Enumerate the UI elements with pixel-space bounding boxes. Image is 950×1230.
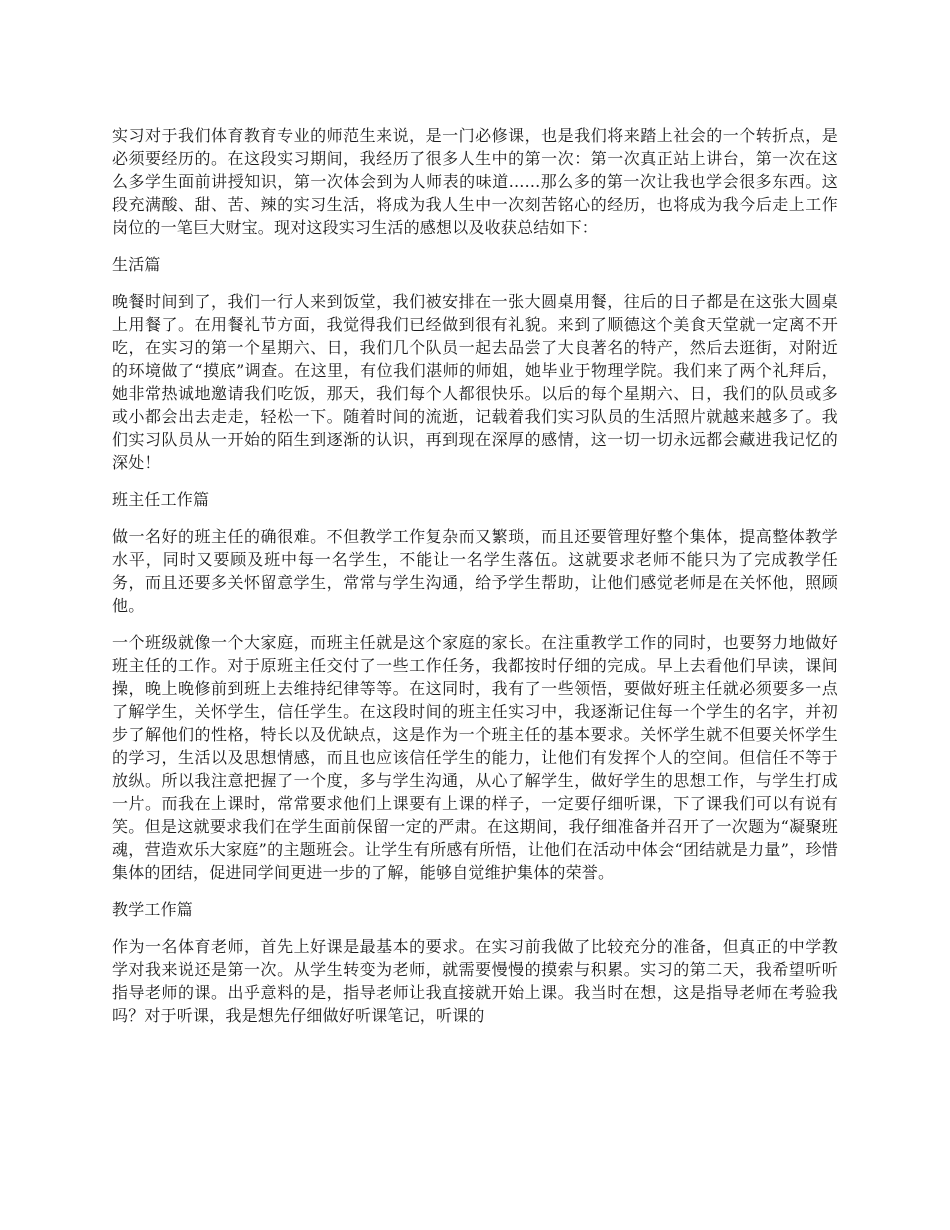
section-heading-life: 生活篇 [112,255,161,274]
head-teacher-paragraph-2: 一个班级就像一个大家庭，而班主任就是这个家庭的家长。在注重教学工作的同时，也要努力地做好班主任的工作。对于原班主任交付了一些工作任务，我都按时仔细的完成。早上去看他们早读，课间操，晚上晚修前到班上去维持纪律等等。在这同时，我有了一些领悟，要做好班主任就必须要多一点了解学生，关怀学生，信任学生。在这段时间的班主任实习中，我逐渐记住每一个学生的名字，并初步了解他们的性格，特长以及优缺点，这是作为一个班主任的基本要求。关怀学生就不但要关怀学生的学习，生活以及思想情感，而且也应该信任学生的能力，让他们有发挥个人的空间。但信任不等于放纵。所以我注意把握了一个度，多与学生沟通，从心了解学生，做好学生的思想工作，与学生打成一片。而我在上课时，常常要求他们上课要有上课的样子，一定要仔细听课，下了课我们可以有说有笑。但是这就要求我们在学生面前保留一定的严肃。在这期间，我仔细准备并召开了一次题为“凝聚班魂，营造欢乐大家庭”的主题班会。让学生有所感有所悟，让他们在活动中体会“团结就是力量”，珍惜集体的团结，促进同学间更进一步的了解，能够自觉维护集体的荣誉。 [112,633,838,882]
section-heading-teaching: 教学工作篇 [112,900,194,919]
teaching-paragraph: 作为一名体育老师，首先上好课是最基本的要求。在实习前我做了比较充分的准备，但真正的中学教学对我来说还是第一次。从学生转变为老师，就需要慢慢的摸索与积累。实习的第二天，我希望听听指导老师的课。出乎意料的是，指导老师让我直接就开始上课。我当时在想，这是指导老师在考验我吗？对于听课，我是想先仔细做好听课笔记，听课的 [112,937,838,1025]
document-body [112,124,838,1027]
life-paragraph: 晚餐时间到了，我们一行人来到饭堂，我们被安排在一张大圆桌用餐，往后的日子都是在这张大圆桌上用餐了。在用餐礼节方面，我觉得我们已经做到很有礼貌。来到了顺德这个美食天堂就一定离不开吃，在实习的第一个星期六、日，我们几个队员一起去品尝了大良著名的特产，然后去逛街，对附近的环境做了“摸底”调查。在这里，有位我们湛师的师姐，她毕业于物理学院。我们来了两个礼拜后，她非常热诚地邀请我们吃饭，那天，我们每个人都很快乐。以后的每个星期六、日，我们的队员或多或小都会出去走走，轻松一下。随着时间的流逝，记载着我们实习队员的生活照片就越来越多了。我们实习队员从一开始的陌生到逐渐的认识，再到现在深厚的感情，这一切一切永远都会藏进我记忆的深处！ [112,292,838,472]
intro-paragraph: 实习对于我们体育教育专业的师范生来说，是一门必修课，也是我们将来踏上社会的一个转折点，是必须要经历的。在这段实习期间，我经历了很多人生中的第一次：第一次真正站上讲台，第一次在这么多学生面前讲授知识，第一次体会到为人师表的味道......那么多的第一次让我也学会很多东西。这段充满酸、甜、苦、辣的实习生活，将成为我人生中一次刻苦铭心的经历，也将成为我今后走上工作岗位的一笔巨大财宝。现对这段实习生活的感想以及收获总结如下： [112,126,838,237]
section-heading-head-teacher: 班主任工作篇 [112,490,210,509]
head-teacher-paragraph-1: 做一名好的班主任的确很难。不但教学工作复杂而又繁琐，而且还要管理好整个集体，提高整体教学水平，同时又要顾及班中每一名学生，不能让一名学生落伍。这就要求老师不能只为了完成教学任务，而且还要多关怀留意学生，常常与学生沟通，给予学生帮助，让他们感觉老师是在关怀他，照顾他。 [112,527,838,615]
